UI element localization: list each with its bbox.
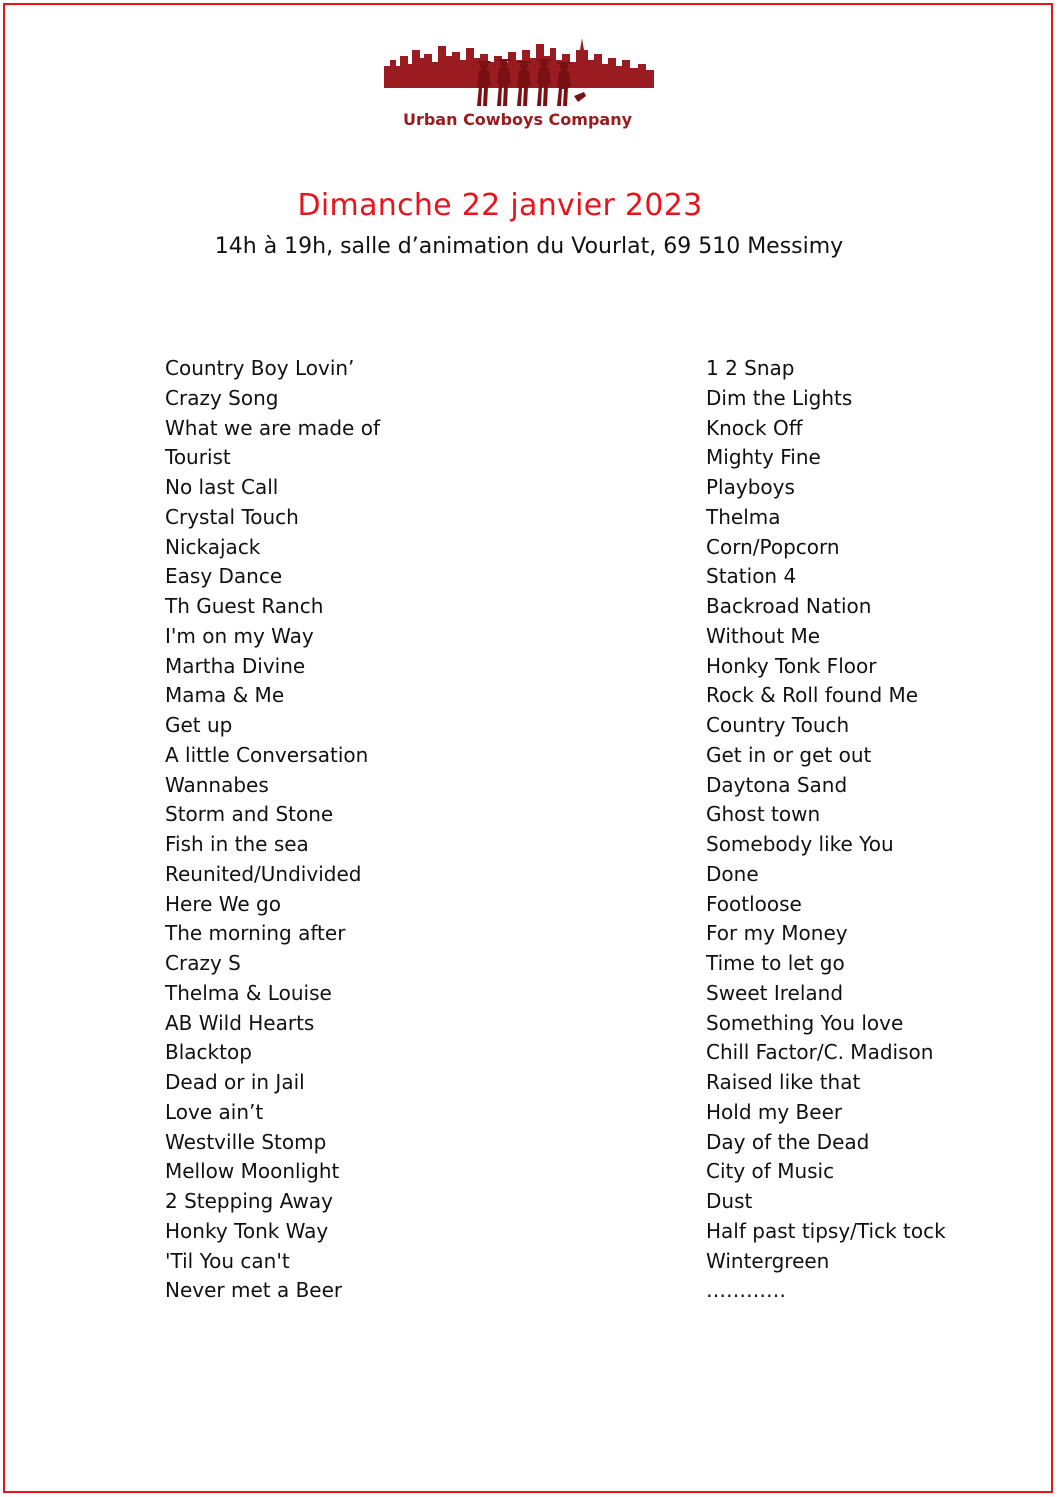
event-time-location: 14h à 19h, salle d’animation du Vourlat, 69 510 Messimy bbox=[214, 234, 844, 259]
dance-item: Th Guest Ranch bbox=[165, 594, 324, 618]
dance-item: Daytona Sand bbox=[706, 772, 848, 797]
dance-item: Thelma & Louise bbox=[165, 980, 332, 1005]
dance-item: Chill Factor/C. Madison bbox=[706, 1040, 934, 1065]
dance-item: For my Money bbox=[706, 921, 848, 946]
dance-item: ………… bbox=[706, 1278, 786, 1303]
event-date-title: Dimanche 22 janvier 2023 bbox=[297, 188, 703, 223]
dance-item: Reunited/Undivided bbox=[165, 861, 362, 886]
dance-item: AB Wild Hearts bbox=[165, 1010, 315, 1035]
dance-item: I'm on my Way bbox=[165, 623, 314, 648]
dance-item: What we are made of bbox=[165, 415, 380, 440]
dance-item: Fish in the sea bbox=[165, 832, 309, 856]
dance-item: Love ain’t bbox=[165, 1099, 264, 1124]
dance-item: Crazy S bbox=[165, 951, 241, 975]
dance-item: Time to let go bbox=[706, 951, 845, 975]
dance-item: Honky Tonk Floor bbox=[706, 653, 877, 678]
dance-item: Mama & Me bbox=[165, 683, 285, 708]
dance-item: Half past tipsy/Tick tock bbox=[706, 1218, 946, 1243]
dance-item: Here We go bbox=[165, 891, 281, 916]
dance-item: Playboys bbox=[706, 475, 795, 499]
dance-item: Done bbox=[706, 861, 759, 886]
dance-item: 2 Stepping Away bbox=[165, 1189, 333, 1213]
dance-item: Country Touch bbox=[706, 713, 850, 737]
dance-item: Sweet Ireland bbox=[706, 980, 844, 1005]
dance-list-right bbox=[706, 354, 946, 1306]
dance-item: 1 2 Snap bbox=[706, 356, 795, 380]
dance-item: 'Til You can't bbox=[165, 1248, 290, 1273]
dance-item: A little Conversation bbox=[165, 742, 369, 767]
dance-item: No last Call bbox=[165, 475, 279, 499]
dance-item: Nickajack bbox=[165, 534, 261, 559]
dance-item: Dust bbox=[706, 1189, 753, 1213]
dance-item: Day of the Dead bbox=[706, 1129, 870, 1154]
dance-item: The morning after bbox=[165, 921, 346, 946]
dance-item: Hold my Beer bbox=[706, 1099, 843, 1124]
dance-item: Never met a Beer bbox=[165, 1278, 343, 1303]
dance-item: Crystal Touch bbox=[165, 504, 299, 529]
dance-item: Somebody like You bbox=[706, 832, 894, 856]
dance-item: Thelma bbox=[706, 504, 781, 529]
dance-item: Crazy Song bbox=[165, 385, 279, 410]
dance-list-left bbox=[165, 354, 380, 1306]
dance-item: Mighty Fine bbox=[706, 445, 821, 470]
dance-item: Martha Divine bbox=[165, 653, 306, 678]
dance-item: Get in or get out bbox=[706, 742, 872, 767]
dance-item: Ghost town bbox=[706, 802, 821, 827]
dance-item: City of Music bbox=[706, 1159, 835, 1184]
dance-item: Something You love bbox=[706, 1010, 904, 1035]
dance-item: Wintergreen bbox=[706, 1248, 830, 1273]
dance-item: Corn/Popcorn bbox=[706, 534, 840, 559]
dance-item: Wannabes bbox=[165, 772, 269, 797]
dance-item: Country Boy Lovin’ bbox=[165, 356, 355, 380]
dance-item: Without Me bbox=[706, 623, 821, 648]
dance-item: Footloose bbox=[706, 891, 802, 916]
dance-item: Get up bbox=[165, 713, 233, 737]
dance-item: Raised like that bbox=[706, 1070, 861, 1094]
dance-item: Easy Dance bbox=[165, 564, 283, 589]
dance-item: Dead or in Jail bbox=[165, 1070, 305, 1094]
dance-item: Westville Stomp bbox=[165, 1129, 327, 1154]
dance-item: Storm and Stone bbox=[165, 802, 334, 827]
dance-item: Dim the Lights bbox=[706, 385, 853, 410]
company-logo bbox=[380, 36, 660, 140]
dance-item: Tourist bbox=[165, 445, 231, 470]
dance-item: Knock Off bbox=[706, 415, 803, 440]
dance-item: Blacktop bbox=[165, 1040, 252, 1065]
dance-item: Mellow Moonlight bbox=[165, 1159, 340, 1184]
dance-item: Backroad Nation bbox=[706, 594, 872, 618]
skyline-cowboys-icon bbox=[380, 36, 660, 108]
dance-item: Rock & Roll found Me bbox=[706, 683, 919, 708]
dance-item: Station 4 bbox=[706, 564, 797, 589]
company-name: Urban Cowboys Company bbox=[402, 110, 633, 129]
dance-item: Honky Tonk Way bbox=[165, 1218, 329, 1243]
